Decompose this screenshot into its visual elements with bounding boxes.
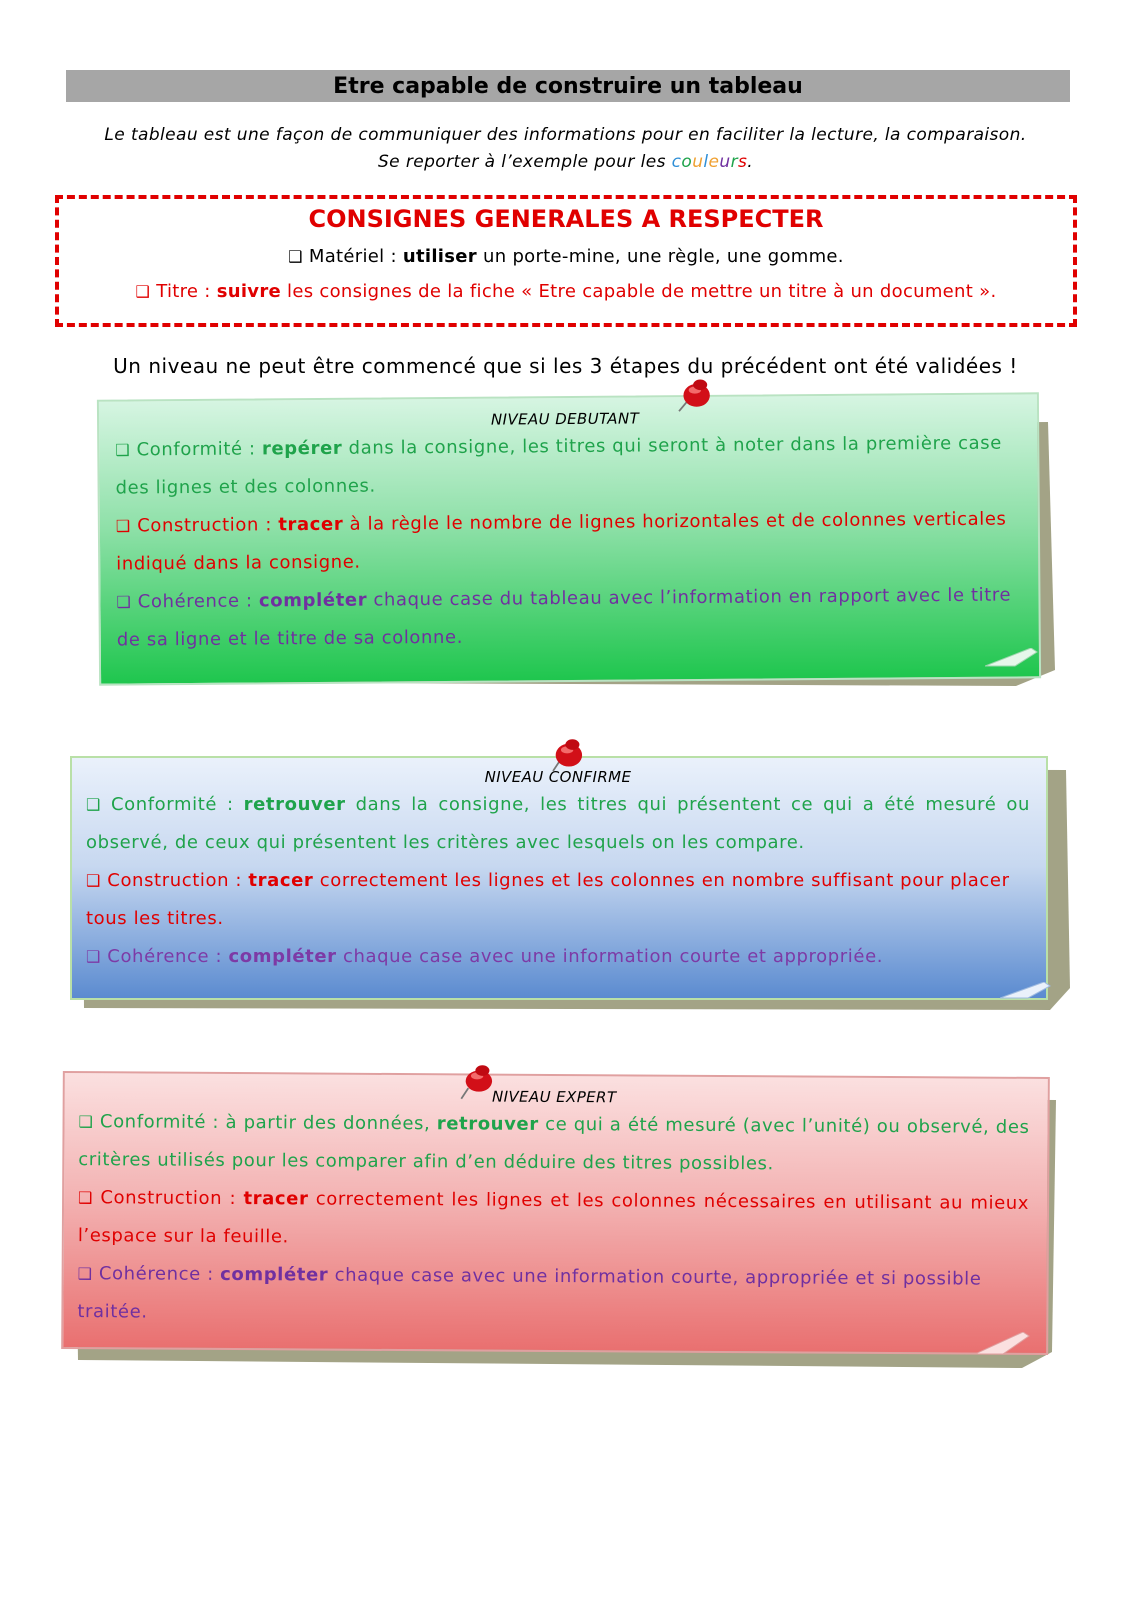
criterion-conformite: ❑ Conformité : retrouver dans la consigne, les titres qui présentent ce qui a été mesuré ou observé, de ceux qui présentent les critères avec lesquels on les compare.: [86, 794, 1030, 853]
level-label: NIVEAU DEBUTANT: [490, 409, 640, 429]
intro-line-1: Le tableau est une façon de communiquer des informations pour en faciliter la lecture, la comparaison.: [104, 125, 1027, 145]
level-card-confirme: [70, 756, 1048, 1000]
progression-rule: Un niveau ne peut être commencé que si les 3 étapes du précédent ont été validées !: [113, 354, 1018, 378]
level-label: NIVEAU EXPERT: [491, 1087, 617, 1107]
criterion-construction: ❑ Construction : tracer correctement les lignes et les colonnes nécessaires en utilisant au mieux l’espace sur la feuille.: [77, 1187, 1030, 1248]
consigne-titre: ❑ Titre : suivre les consignes de la fiche « Etre capable de mettre un titre à un document ».: [135, 281, 997, 302]
checkbox-icon: ❑: [288, 247, 303, 266]
checkbox-icon: ❑: [78, 1188, 94, 1208]
level-label: NIVEAU CONFIRME: [484, 768, 632, 786]
page-curl-icon: [975, 1332, 1041, 1360]
page-curl-icon: [1000, 982, 1060, 1008]
criterion-conformite: ❑ Conformité : repérer dans la consigne, les titres qui seront à noter dans la première case des lignes et des colonnes.: [115, 432, 1002, 499]
checkbox-icon: ❑: [77, 1264, 93, 1284]
level-card-expert: [61, 1071, 1050, 1355]
intro-line-2: Se reporter à l’exemple pour les couleurs.: [377, 152, 754, 172]
consignes-box: [55, 195, 1077, 327]
checkbox-icon: ❑: [78, 1112, 94, 1132]
criterion-construction: ❑ Construction : tracer correctement les lignes et les colonnes en nombre suffisant pour placer tous les titres.: [86, 870, 1010, 929]
checkbox-icon: ❑: [135, 282, 151, 301]
consigne-materiel: ❑ Matériel : utiliser un porte-mine, une règle, une gomme.: [288, 246, 844, 267]
intro-text: [40, 122, 1091, 176]
pushpin-icon: [672, 376, 716, 420]
checkbox-icon: ❑: [86, 871, 101, 890]
checkbox-icon: ❑: [86, 795, 101, 814]
pushpin-icon: [456, 1060, 500, 1104]
criterion-coherence: ❑ Cohérence : compléter chaque case du tableau avec l’information en rapport avec le titre de sa ligne et le titre de sa colonne.: [116, 584, 1012, 651]
level-card-debutant: [97, 392, 1041, 685]
checkbox-icon: ❑: [115, 516, 131, 536]
criterion-coherence: ❑ Cohérence : compléter chaque case avec une information courte et appropriée.: [86, 946, 884, 967]
checkbox-icon: ❑: [86, 947, 101, 966]
criterion-conformite: ❑ Conformité : à partir des données, retrouver ce qui a été mesuré (avec l’unité) ou observé, des critères utilisés pour les comparer afin d’en déduire des titres possibles.: [78, 1111, 1030, 1175]
criterion-coherence: ❑ Cohérence : compléter chaque case avec une information courte, appropriée et si possible traitée.: [77, 1263, 982, 1323]
page-curl-icon: [985, 648, 1045, 678]
checkbox-icon: ❑: [116, 592, 132, 612]
criterion-construction: ❑ Construction : tracer à la règle le nombre de lignes horizontales et de colonnes verticales indiqué dans la consigne.: [115, 508, 1007, 575]
checkbox-icon: ❑: [115, 440, 131, 460]
pushpin-icon: [546, 734, 590, 778]
consignes-heading: CONSIGNES GENERALES A RESPECTER: [308, 205, 824, 233]
page-title: Etre capable de construire un tableau: [66, 70, 1070, 102]
